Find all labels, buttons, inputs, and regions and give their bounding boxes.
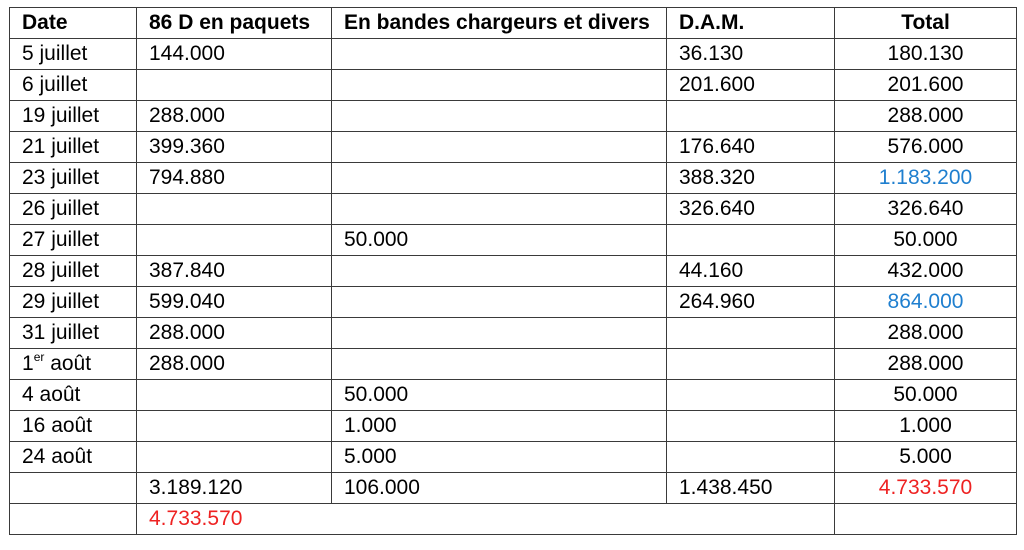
cell-bandes bbox=[332, 287, 667, 318]
total-bandes: 106.000 bbox=[332, 473, 667, 504]
cell-bandes: 50.000 bbox=[332, 380, 667, 411]
cell-paquets: 387.840 bbox=[137, 256, 332, 287]
cell-date: 29 juillet bbox=[10, 287, 137, 318]
table-row bbox=[10, 411, 1017, 442]
cell-dam bbox=[667, 101, 835, 132]
cell-empty bbox=[10, 504, 137, 535]
date-month: août bbox=[50, 352, 92, 375]
date-ordinal: er bbox=[33, 350, 45, 364]
header-row bbox=[10, 8, 1017, 39]
cell-date: 26 juillet bbox=[10, 194, 137, 225]
shipment-table bbox=[9, 7, 1017, 535]
header-bandes: En bandes chargeurs et divers bbox=[332, 8, 667, 39]
cell-total-highlight: 864.000 bbox=[835, 287, 1017, 318]
cell-bandes bbox=[332, 256, 667, 287]
cell-dam: 44.160 bbox=[667, 256, 835, 287]
table-row bbox=[10, 70, 1017, 101]
cell-date: 21 juillet bbox=[10, 132, 137, 163]
cell-date: 28 juillet bbox=[10, 256, 137, 287]
cell-bandes bbox=[332, 101, 667, 132]
table-row bbox=[10, 442, 1017, 473]
table-row bbox=[10, 101, 1017, 132]
grand-total-row bbox=[10, 504, 1017, 535]
cell-total: 432.000 bbox=[835, 256, 1017, 287]
cell-dam bbox=[667, 380, 835, 411]
cell-paquets: 288.000 bbox=[137, 101, 332, 132]
cell-total: 288.000 bbox=[835, 349, 1017, 380]
cell-dam: 176.640 bbox=[667, 132, 835, 163]
cell-date: 4 août bbox=[10, 380, 137, 411]
cell-total: 5.000 bbox=[835, 442, 1017, 473]
table-row bbox=[10, 287, 1017, 318]
cell-bandes: 50.000 bbox=[332, 225, 667, 256]
total-paquets: 3.189.120 bbox=[137, 473, 332, 504]
table-row bbox=[10, 39, 1017, 70]
cell-bandes bbox=[332, 318, 667, 349]
header-date: Date bbox=[10, 8, 137, 39]
cell-dam: 388.320 bbox=[667, 163, 835, 194]
cell-paquets bbox=[137, 442, 332, 473]
table-row bbox=[10, 349, 1017, 380]
cell-dam bbox=[667, 411, 835, 442]
cell-paquets bbox=[137, 225, 332, 256]
cell-date: 24 août bbox=[10, 442, 137, 473]
cell-total: 1.000 bbox=[835, 411, 1017, 442]
cell-total: 576.000 bbox=[835, 132, 1017, 163]
header-total: Total bbox=[835, 8, 1017, 39]
cell-dam bbox=[667, 442, 835, 473]
cell-bandes bbox=[332, 194, 667, 225]
cell-dam: 264.960 bbox=[667, 287, 835, 318]
cell-paquets bbox=[137, 194, 332, 225]
grand-total: 4.733.570 bbox=[137, 504, 835, 535]
cell-paquets: 399.360 bbox=[137, 132, 332, 163]
cell-paquets bbox=[137, 70, 332, 101]
cell-total: 50.000 bbox=[835, 380, 1017, 411]
table-row bbox=[10, 256, 1017, 287]
cell-dam: 201.600 bbox=[667, 70, 835, 101]
cell-total: 288.000 bbox=[835, 318, 1017, 349]
cell-paquets: 599.040 bbox=[137, 287, 332, 318]
date-day: 1 bbox=[22, 352, 34, 375]
cell-paquets bbox=[137, 411, 332, 442]
cell-bandes bbox=[332, 39, 667, 70]
cell-paquets: 794.880 bbox=[137, 163, 332, 194]
cell-date: 16 août bbox=[10, 411, 137, 442]
cell-bandes bbox=[332, 70, 667, 101]
cell-bandes bbox=[332, 163, 667, 194]
total-overall: 4.733.570 bbox=[835, 473, 1017, 504]
cell-dam: 326.640 bbox=[667, 194, 835, 225]
totals-row bbox=[10, 473, 1017, 504]
table-row bbox=[10, 163, 1017, 194]
cell-total: 201.600 bbox=[835, 70, 1017, 101]
cell-dam: 36.130 bbox=[667, 39, 835, 70]
cell-total: 50.000 bbox=[835, 225, 1017, 256]
cell-date: 5 juillet bbox=[10, 39, 137, 70]
table-row bbox=[10, 225, 1017, 256]
cell-date bbox=[10, 349, 137, 380]
header-dam: D.A.M. bbox=[667, 8, 835, 39]
cell-bandes: 1.000 bbox=[332, 411, 667, 442]
table-row bbox=[10, 380, 1017, 411]
cell-dam bbox=[667, 225, 835, 256]
cell-total: 180.130 bbox=[835, 39, 1017, 70]
cell-date: 31 juillet bbox=[10, 318, 137, 349]
table-row bbox=[10, 318, 1017, 349]
cell-date: 23 juillet bbox=[10, 163, 137, 194]
cell-paquets: 288.000 bbox=[137, 318, 332, 349]
header-paquets: 86 D en paquets bbox=[137, 8, 332, 39]
cell-dam bbox=[667, 318, 835, 349]
cell-bandes bbox=[332, 132, 667, 163]
cell-total: 326.640 bbox=[835, 194, 1017, 225]
cell-dam bbox=[667, 349, 835, 380]
cell-date: 19 juillet bbox=[10, 101, 137, 132]
cell-empty bbox=[835, 504, 1017, 535]
cell-total: 288.000 bbox=[835, 101, 1017, 132]
cell-bandes: 5.000 bbox=[332, 442, 667, 473]
total-dam: 1.438.450 bbox=[667, 473, 835, 504]
cell-total-highlight: 1.183.200 bbox=[835, 163, 1017, 194]
cell-paquets: 288.000 bbox=[137, 349, 332, 380]
cell-date: 6 juillet bbox=[10, 70, 137, 101]
table-row bbox=[10, 194, 1017, 225]
table-row bbox=[10, 132, 1017, 163]
cell-empty bbox=[10, 473, 137, 504]
cell-paquets bbox=[137, 380, 332, 411]
cell-date: 27 juillet bbox=[10, 225, 137, 256]
cell-bandes bbox=[332, 349, 667, 380]
cell-paquets: 144.000 bbox=[137, 39, 332, 70]
